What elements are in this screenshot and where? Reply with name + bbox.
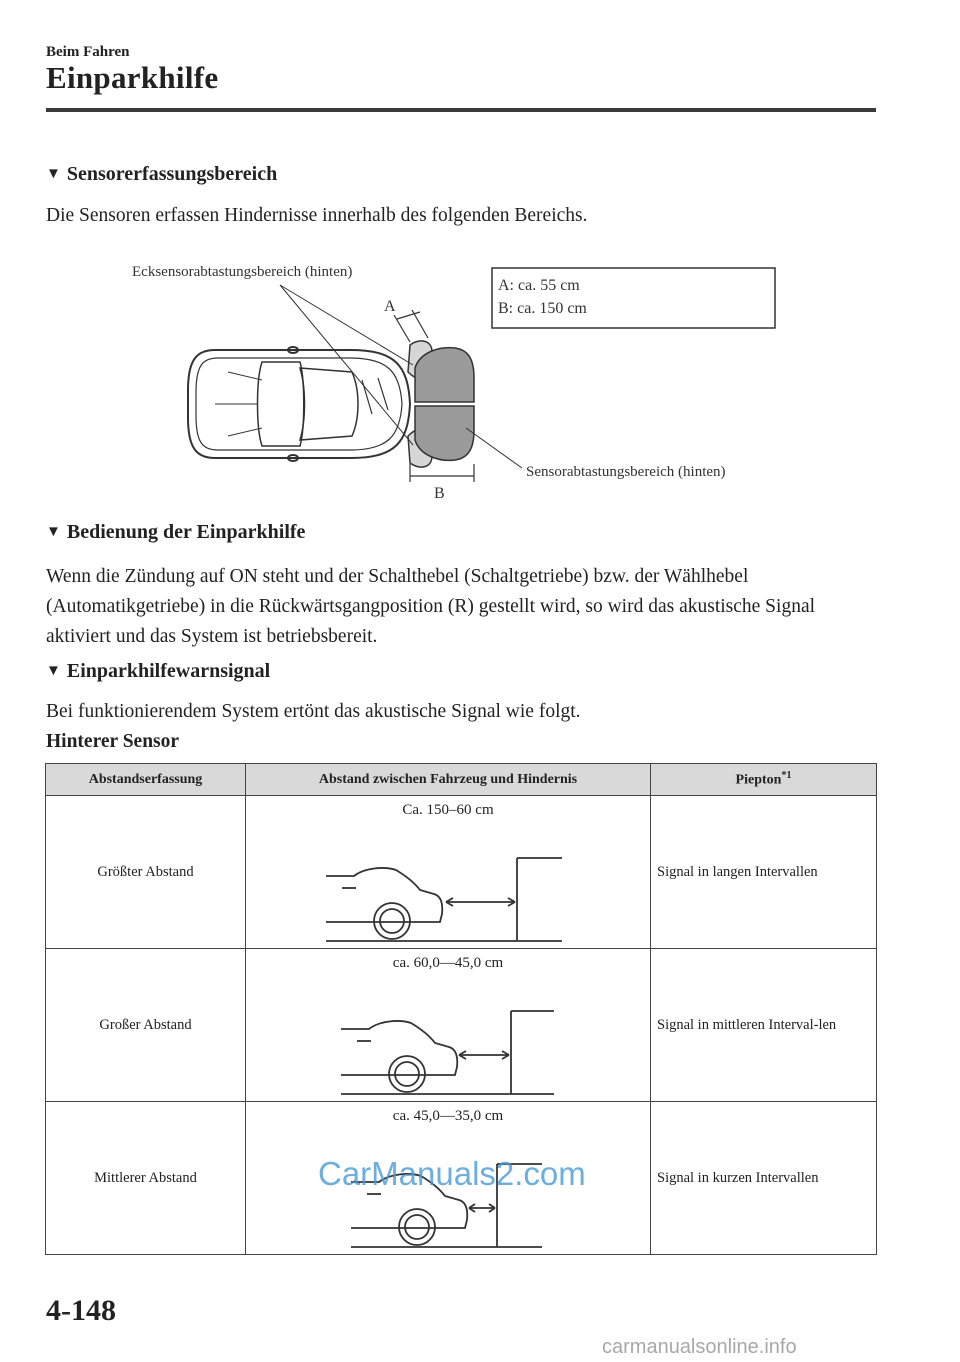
triangle-icon: ▼ bbox=[46, 524, 61, 540]
subheading-rear-sensor: Hinterer Sensor bbox=[46, 731, 180, 752]
range-label: ca. 60,0―45,0 cm bbox=[392, 955, 504, 971]
header-beep: Piepton$^{*1}$ bbox=[651, 764, 877, 796]
label-b: B bbox=[434, 485, 445, 502]
watermark-carmanualsonline: carmanualsonline.info bbox=[602, 1336, 797, 1358]
cell-beep-signal: Signal in langen Intervallen bbox=[651, 796, 877, 949]
legend-a: A: ca. 55 cm bbox=[498, 277, 580, 294]
header-detection: Abstandserfassung bbox=[46, 764, 246, 796]
triangle-icon: ▼ bbox=[46, 166, 61, 182]
table-row bbox=[46, 796, 877, 949]
paragraph-warning-signal: Bei funktionierendem System ertönt das akustische Signal wie folgt. bbox=[46, 701, 581, 722]
rear-zone-bottom bbox=[415, 406, 474, 460]
paragraph-operation: Wenn die Zündung auf ON steht und der Schalthebel (Schaltgetriebe) bzw. der Wählhebel (Automatikgetriebe) in die Rückwärtsgangposition (R) gestellt wird, so wird das akustische Signal aktiviert und das System ist betriebsbereit. bbox=[46, 566, 816, 647]
car-obstacle-illustration bbox=[246, 796, 651, 948]
table-header-row bbox=[46, 764, 877, 796]
section-label: Beim Fahren bbox=[46, 44, 130, 60]
range-label: ca. 45,0―35,0 cm bbox=[392, 1108, 504, 1124]
table-row bbox=[46, 949, 877, 1102]
heading-warning-signal: ▼ Einparkhilfewarnsignal bbox=[46, 660, 271, 682]
page-title: Einparkhilfe bbox=[46, 60, 219, 95]
cell-distance-range bbox=[246, 949, 651, 1102]
rear-zone-label: Sensorabtastungsbereich (hinten) bbox=[526, 464, 726, 480]
range-label: Ca. 150–60 cm bbox=[402, 802, 494, 818]
page-number: 4-148 bbox=[46, 1294, 116, 1327]
dimension-a bbox=[394, 310, 428, 342]
corner-zone-label: Ecksensorabtastungsbereich (hinten) bbox=[132, 264, 353, 280]
watermark-carmanuals2: CarManuals2.com bbox=[318, 1155, 586, 1192]
sensor-range-diagram bbox=[0, 0, 960, 510]
heading-sensor-range: ▼ Sensorerfassungsbereich bbox=[46, 163, 278, 185]
legend-b: B: ca. 150 cm bbox=[498, 300, 587, 317]
cell-distance-level: Größter Abstand bbox=[46, 796, 246, 949]
cell-beep-signal: Signal in mittleren Interval-len bbox=[651, 949, 877, 1102]
cell-distance-range bbox=[246, 796, 651, 949]
car-top-view bbox=[188, 347, 410, 461]
label-a: A bbox=[384, 298, 396, 315]
cell-beep-signal: Signal in kurzen Intervallen bbox=[651, 1102, 877, 1255]
triangle-icon: ▼ bbox=[46, 663, 61, 679]
car-obstacle-illustration bbox=[246, 949, 651, 1101]
rear-zone-top bbox=[415, 348, 474, 402]
cell-distance-level: Großer Abstand bbox=[46, 949, 246, 1102]
paragraph-sensor-range: Die Sensoren erfassen Hindernisse innerhalb des folgenden Bereichs. bbox=[46, 205, 588, 226]
header-distance: Abstand zwischen Fahrzeug und Hindernis bbox=[246, 764, 651, 796]
cell-distance-level: Mittlerer Abstand bbox=[46, 1102, 246, 1255]
heading-operation: ▼ Bedienung der Einparkhilfe bbox=[46, 521, 306, 543]
